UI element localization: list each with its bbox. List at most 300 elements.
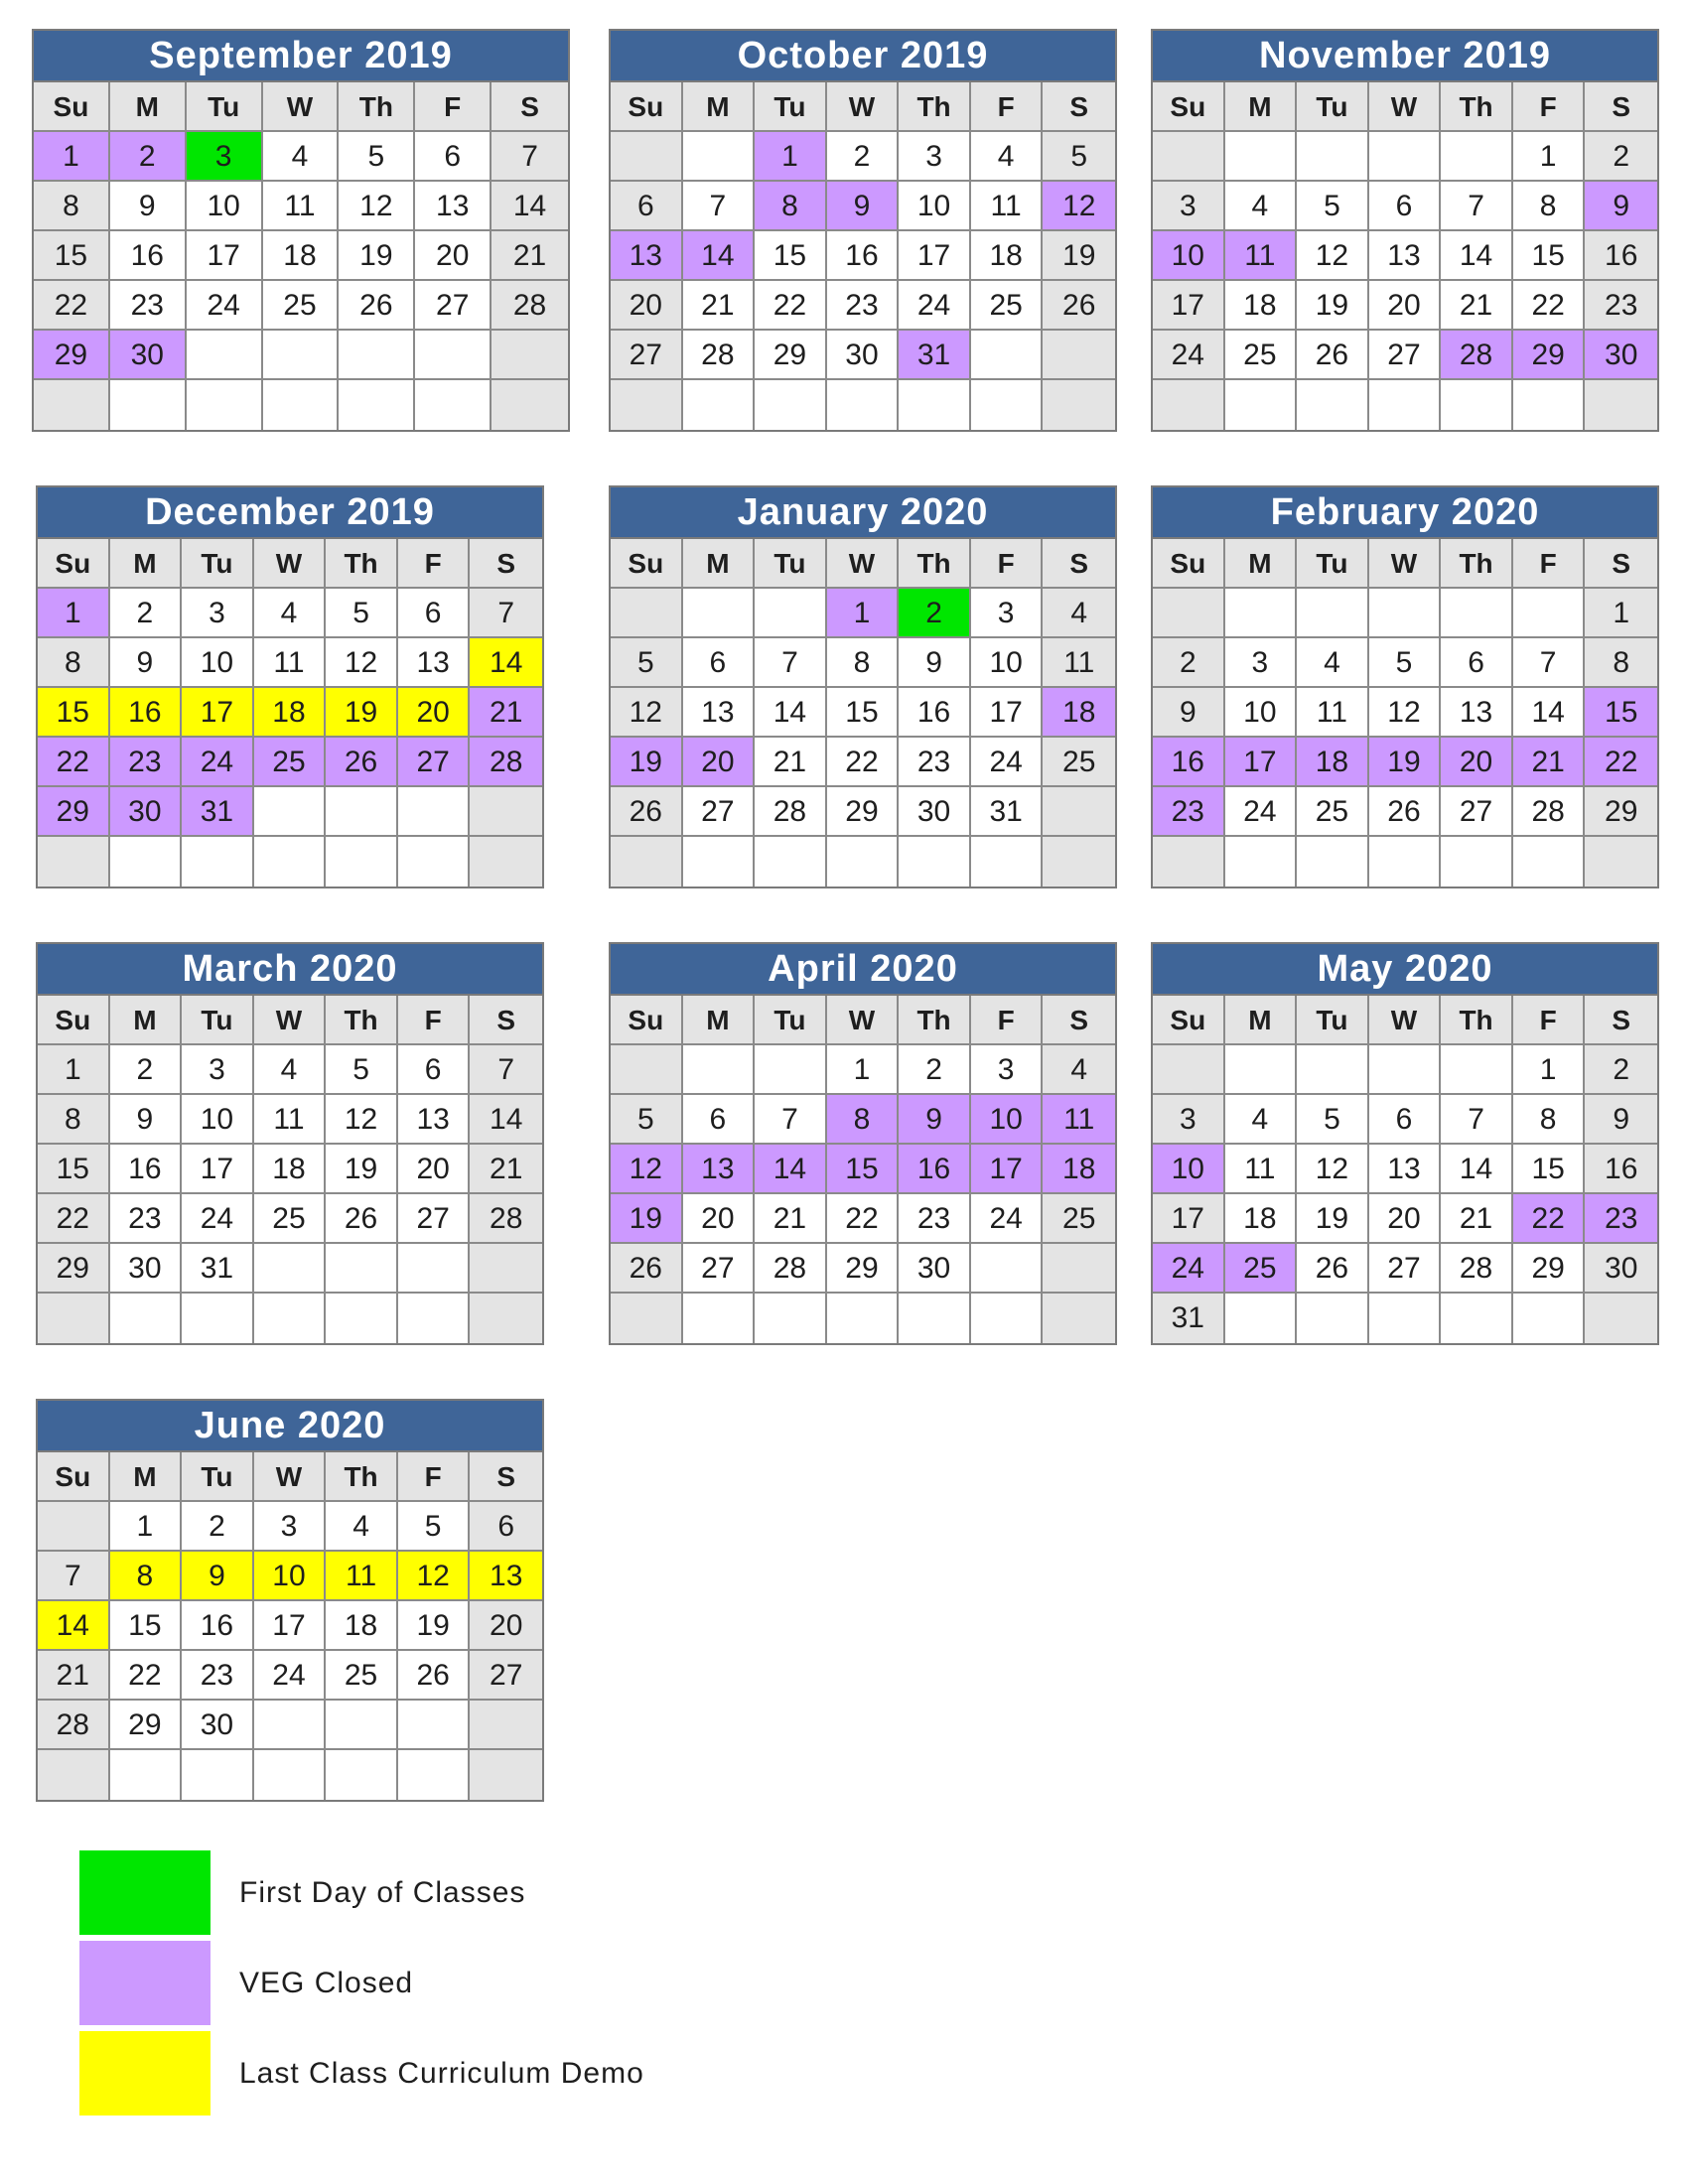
day-cell: 29 [1585, 787, 1657, 837]
month-grid [611, 996, 1115, 1343]
day-cell: 15 [110, 1601, 183, 1651]
month-grid [1153, 996, 1657, 1343]
weekday-header: Th [899, 82, 971, 132]
day-cell: 17 [1225, 738, 1298, 787]
month-title: December 2019 [38, 487, 542, 539]
day-cell: 10 [1153, 231, 1225, 281]
month-grid [611, 82, 1115, 430]
empty-day-cell [683, 1045, 756, 1095]
empty-day-cell [1441, 132, 1513, 182]
weekday-header: S [470, 996, 542, 1045]
day-cell: 21 [1513, 738, 1586, 787]
day-cell: 13 [1369, 231, 1442, 281]
day-cell: 1 [1513, 132, 1586, 182]
day-cell: 1 [38, 1045, 110, 1095]
day-cell: 27 [1441, 787, 1513, 837]
day-cell: 4 [1043, 589, 1115, 638]
day-cell: 4 [1297, 638, 1369, 688]
day-cell: 11 [263, 182, 340, 231]
empty-day-cell [254, 1294, 327, 1343]
day-cell: 4 [1225, 182, 1298, 231]
day-cell: 23 [182, 1651, 254, 1701]
empty-day-cell [971, 1294, 1044, 1343]
day-cell: 24 [182, 738, 254, 787]
empty-day-cell [1441, 1045, 1513, 1095]
day-cell: 13 [1441, 688, 1513, 738]
empty-day-cell [899, 380, 971, 430]
day-cell: 8 [755, 182, 827, 231]
day-cell: 23 [110, 738, 183, 787]
weekday-header: W [263, 82, 340, 132]
day-cell: 22 [755, 281, 827, 331]
day-cell: 21 [492, 231, 568, 281]
day-cell: 6 [683, 1095, 756, 1145]
day-cell: 17 [187, 231, 263, 281]
weekday-header: Su [38, 1452, 110, 1502]
day-cell: 1 [110, 1502, 183, 1552]
day-cell: 17 [971, 688, 1044, 738]
empty-day-cell [38, 1502, 110, 1552]
day-cell: 18 [254, 1145, 327, 1194]
month-title: January 2020 [611, 487, 1115, 539]
day-cell: 3 [1153, 182, 1225, 231]
day-cell: 16 [1153, 738, 1225, 787]
empty-day-cell [1441, 1294, 1513, 1343]
empty-day-cell [398, 837, 471, 887]
day-cell: 25 [1043, 738, 1115, 787]
day-cell: 15 [1513, 231, 1586, 281]
day-cell: 20 [1369, 1194, 1442, 1244]
day-cell: 18 [1043, 1145, 1115, 1194]
day-cell: 1 [34, 132, 110, 182]
day-cell: 20 [415, 231, 492, 281]
day-cell: 23 [110, 281, 187, 331]
weekday-header: Th [326, 996, 398, 1045]
day-cell: 22 [1513, 1194, 1586, 1244]
day-cell: 30 [1585, 1244, 1657, 1294]
day-cell: 19 [326, 688, 398, 738]
day-cell: 29 [1513, 331, 1586, 380]
weekday-header: Th [326, 1452, 398, 1502]
weekday-header: Su [1153, 996, 1225, 1045]
day-cell: 14 [683, 231, 756, 281]
weekday-header: Su [38, 996, 110, 1045]
day-cell: 23 [1153, 787, 1225, 837]
day-cell: 18 [254, 688, 327, 738]
day-cell: 5 [1043, 132, 1115, 182]
day-cell: 2 [827, 132, 900, 182]
weekday-header: Th [339, 82, 415, 132]
day-cell: 26 [326, 738, 398, 787]
day-cell: 19 [1369, 738, 1442, 787]
month-title: June 2020 [38, 1401, 542, 1452]
empty-day-cell [38, 1294, 110, 1343]
day-cell: 24 [1153, 331, 1225, 380]
day-cell: 1 [38, 589, 110, 638]
legend-swatch-closed [79, 1941, 211, 2025]
empty-day-cell [1369, 589, 1442, 638]
day-cell: 22 [38, 738, 110, 787]
day-cell: 2 [110, 1045, 183, 1095]
empty-day-cell [470, 1750, 542, 1800]
legend-swatch-demo [79, 2031, 211, 2116]
day-cell: 28 [492, 281, 568, 331]
day-cell: 3 [254, 1502, 327, 1552]
empty-day-cell [398, 1294, 471, 1343]
empty-day-cell [755, 380, 827, 430]
day-cell: 12 [1369, 688, 1442, 738]
empty-day-cell [827, 380, 900, 430]
day-cell: 2 [110, 132, 187, 182]
weekday-header: S [1043, 539, 1115, 589]
empty-day-cell [1225, 380, 1298, 430]
empty-day-cell [38, 1750, 110, 1800]
day-cell: 5 [1369, 638, 1442, 688]
empty-day-cell [683, 837, 756, 887]
day-cell: 3 [971, 1045, 1044, 1095]
empty-day-cell [1153, 837, 1225, 887]
day-cell: 19 [611, 738, 683, 787]
empty-day-cell [1153, 589, 1225, 638]
day-cell: 30 [827, 331, 900, 380]
day-cell: 20 [1369, 281, 1442, 331]
day-cell: 23 [827, 281, 900, 331]
day-cell: 9 [110, 182, 187, 231]
day-cell: 17 [254, 1601, 327, 1651]
month-title: March 2020 [38, 944, 542, 996]
month-calendar [609, 29, 1117, 432]
day-cell: 2 [1585, 132, 1657, 182]
empty-day-cell [1043, 1294, 1115, 1343]
weekday-header: S [470, 1452, 542, 1502]
day-cell: 13 [683, 1145, 756, 1194]
day-cell: 30 [182, 1701, 254, 1750]
empty-day-cell [110, 380, 187, 430]
day-cell: 28 [1513, 787, 1586, 837]
day-cell: 9 [182, 1552, 254, 1601]
empty-day-cell [1043, 380, 1115, 430]
day-cell: 17 [899, 231, 971, 281]
empty-day-cell [492, 331, 568, 380]
empty-day-cell [182, 837, 254, 887]
day-cell: 1 [1513, 1045, 1586, 1095]
day-cell: 10 [182, 638, 254, 688]
day-cell: 14 [1513, 688, 1586, 738]
day-cell: 28 [755, 1244, 827, 1294]
day-cell: 18 [326, 1601, 398, 1651]
weekday-header: Tu [755, 82, 827, 132]
weekday-header: S [1043, 82, 1115, 132]
day-cell: 12 [398, 1552, 471, 1601]
day-cell: 9 [899, 1095, 971, 1145]
day-cell: 4 [254, 589, 327, 638]
day-cell: 21 [470, 688, 542, 738]
empty-day-cell [398, 787, 471, 837]
day-cell: 9 [110, 638, 183, 688]
day-cell: 19 [339, 231, 415, 281]
weekday-header: Su [1153, 82, 1225, 132]
day-cell: 23 [899, 738, 971, 787]
day-cell: 19 [1297, 1194, 1369, 1244]
day-cell: 16 [827, 231, 900, 281]
day-cell: 29 [827, 787, 900, 837]
day-cell: 5 [1297, 182, 1369, 231]
month-calendar [36, 485, 544, 888]
weekday-header: M [683, 996, 756, 1045]
day-cell: 27 [470, 1651, 542, 1701]
month-calendar [36, 942, 544, 1345]
day-cell: 4 [263, 132, 340, 182]
day-cell: 13 [611, 231, 683, 281]
day-cell: 6 [398, 589, 471, 638]
day-cell: 22 [827, 1194, 900, 1244]
empty-day-cell [326, 1244, 398, 1294]
day-cell: 5 [339, 132, 415, 182]
day-cell: 28 [755, 787, 827, 837]
empty-day-cell [1369, 380, 1442, 430]
weekday-header: F [1513, 996, 1586, 1045]
day-cell: 16 [1585, 1145, 1657, 1194]
day-cell: 2 [1585, 1045, 1657, 1095]
day-cell: 22 [1513, 281, 1586, 331]
weekday-header: Th [899, 539, 971, 589]
day-cell: 15 [38, 1145, 110, 1194]
empty-day-cell [683, 1294, 756, 1343]
empty-day-cell [326, 1294, 398, 1343]
day-cell: 7 [470, 1045, 542, 1095]
empty-day-cell [398, 1701, 471, 1750]
empty-day-cell [470, 787, 542, 837]
month-title: May 2020 [1153, 944, 1657, 996]
day-cell: 13 [683, 688, 756, 738]
day-cell: 6 [683, 638, 756, 688]
day-cell: 11 [1043, 1095, 1115, 1145]
day-cell: 2 [110, 589, 183, 638]
day-cell: 5 [398, 1502, 471, 1552]
weekday-header: W [1369, 539, 1442, 589]
empty-day-cell [1441, 837, 1513, 887]
day-cell: 10 [971, 638, 1044, 688]
empty-day-cell [1369, 837, 1442, 887]
day-cell: 15 [38, 688, 110, 738]
day-cell: 7 [1441, 1095, 1513, 1145]
day-cell: 14 [470, 1095, 542, 1145]
month-title: October 2019 [611, 31, 1115, 82]
day-cell: 1 [827, 1045, 900, 1095]
day-cell: 12 [611, 688, 683, 738]
month-title: February 2020 [1153, 487, 1657, 539]
empty-day-cell [339, 331, 415, 380]
day-cell: 26 [1297, 1244, 1369, 1294]
day-cell: 12 [339, 182, 415, 231]
month-grid [611, 539, 1115, 887]
empty-day-cell [1585, 1294, 1657, 1343]
weekday-header: W [1369, 82, 1442, 132]
day-cell: 28 [1441, 331, 1513, 380]
empty-day-cell [38, 837, 110, 887]
empty-day-cell [1297, 1045, 1369, 1095]
day-cell: 31 [182, 787, 254, 837]
empty-day-cell [1585, 837, 1657, 887]
month-grid [38, 996, 542, 1343]
empty-day-cell [254, 1701, 327, 1750]
day-cell: 17 [971, 1145, 1044, 1194]
day-cell: 24 [1153, 1244, 1225, 1294]
day-cell: 19 [1297, 281, 1369, 331]
day-cell: 21 [1441, 281, 1513, 331]
day-cell: 14 [1441, 231, 1513, 281]
day-cell: 16 [182, 1601, 254, 1651]
day-cell: 25 [1043, 1194, 1115, 1244]
empty-day-cell [899, 1294, 971, 1343]
empty-day-cell [827, 837, 900, 887]
day-cell: 10 [187, 182, 263, 231]
month-title: November 2019 [1153, 31, 1657, 82]
legend-label-first-day: First Day of Classes [239, 1876, 526, 1909]
day-cell: 9 [1585, 1095, 1657, 1145]
day-cell: 26 [1043, 281, 1115, 331]
month-grid [38, 1452, 542, 1800]
weekday-header: W [254, 539, 327, 589]
weekday-header: W [827, 996, 900, 1045]
weekday-header: M [683, 539, 756, 589]
day-cell: 8 [827, 1095, 900, 1145]
day-cell: 13 [470, 1552, 542, 1601]
day-cell: 6 [415, 132, 492, 182]
day-cell: 26 [398, 1651, 471, 1701]
day-cell: 9 [827, 182, 900, 231]
month-grid [1153, 82, 1657, 430]
weekday-header: S [1585, 996, 1657, 1045]
day-cell: 27 [683, 787, 756, 837]
day-cell: 16 [110, 231, 187, 281]
day-cell: 27 [1369, 1244, 1442, 1294]
day-cell: 23 [1585, 1194, 1657, 1244]
day-cell: 15 [827, 1145, 900, 1194]
empty-day-cell [263, 380, 340, 430]
day-cell: 21 [38, 1651, 110, 1701]
day-cell: 14 [1441, 1145, 1513, 1194]
day-cell: 7 [1513, 638, 1586, 688]
day-cell: 30 [1585, 331, 1657, 380]
day-cell: 20 [398, 1145, 471, 1194]
empty-day-cell [263, 331, 340, 380]
day-cell: 29 [1513, 1244, 1586, 1294]
empty-day-cell [1513, 837, 1586, 887]
day-cell: 12 [1043, 182, 1115, 231]
day-cell: 7 [492, 132, 568, 182]
day-cell: 18 [1225, 281, 1298, 331]
weekday-header: W [827, 539, 900, 589]
month-calendar [1151, 485, 1659, 888]
weekday-header: Su [611, 82, 683, 132]
legend-swatch-first-day [79, 1850, 211, 1935]
empty-day-cell [1153, 132, 1225, 182]
day-cell: 27 [611, 331, 683, 380]
day-cell: 11 [1225, 1145, 1298, 1194]
day-cell: 11 [254, 638, 327, 688]
empty-day-cell [326, 787, 398, 837]
empty-day-cell [971, 331, 1044, 380]
weekday-header: M [110, 1452, 183, 1502]
day-cell: 30 [110, 331, 187, 380]
empty-day-cell [1225, 1294, 1298, 1343]
day-cell: 30 [899, 787, 971, 837]
day-cell: 16 [110, 688, 183, 738]
weekday-header: F [1513, 539, 1586, 589]
day-cell: 29 [34, 331, 110, 380]
weekday-header: Th [326, 539, 398, 589]
day-cell: 26 [1297, 331, 1369, 380]
empty-day-cell [1369, 1294, 1442, 1343]
day-cell: 3 [187, 132, 263, 182]
day-cell: 22 [34, 281, 110, 331]
day-cell: 2 [899, 589, 971, 638]
empty-day-cell [755, 837, 827, 887]
empty-day-cell [339, 380, 415, 430]
day-cell: 9 [899, 638, 971, 688]
weekday-header: F [971, 996, 1044, 1045]
day-cell: 26 [1369, 787, 1442, 837]
weekday-header: Tu [755, 539, 827, 589]
day-cell: 29 [38, 787, 110, 837]
day-cell: 8 [38, 1095, 110, 1145]
day-cell: 8 [827, 638, 900, 688]
day-cell: 8 [38, 638, 110, 688]
empty-day-cell [1153, 380, 1225, 430]
empty-day-cell [110, 1750, 183, 1800]
weekday-header: W [254, 1452, 327, 1502]
empty-day-cell [683, 380, 756, 430]
day-cell: 17 [1153, 281, 1225, 331]
day-cell: 6 [1369, 182, 1442, 231]
day-cell: 4 [326, 1502, 398, 1552]
day-cell: 30 [110, 1244, 183, 1294]
weekday-header: M [1225, 996, 1298, 1045]
weekday-header: W [827, 82, 900, 132]
weekday-header: Tu [182, 539, 254, 589]
weekday-header: Tu [1297, 82, 1369, 132]
day-cell: 19 [611, 1194, 683, 1244]
weekday-header: Su [611, 539, 683, 589]
day-cell: 3 [1153, 1095, 1225, 1145]
day-cell: 20 [611, 281, 683, 331]
day-cell: 15 [827, 688, 900, 738]
weekday-header: W [1369, 996, 1442, 1045]
weekday-header: Tu [1297, 539, 1369, 589]
day-cell: 18 [263, 231, 340, 281]
legend-label-demo: Last Class Curriculum Demo [239, 2057, 644, 2090]
day-cell: 24 [971, 1194, 1044, 1244]
day-cell: 24 [899, 281, 971, 331]
day-cell: 27 [398, 1194, 471, 1244]
weekday-header: F [971, 82, 1044, 132]
weekday-header: F [971, 539, 1044, 589]
weekday-header: M [683, 82, 756, 132]
day-cell: 14 [492, 182, 568, 231]
day-cell: 4 [254, 1045, 327, 1095]
day-cell: 22 [110, 1651, 183, 1701]
day-cell: 20 [398, 688, 471, 738]
day-cell: 4 [1225, 1095, 1298, 1145]
legend-label-closed: VEG Closed [239, 1967, 414, 1999]
day-cell: 25 [971, 281, 1044, 331]
empty-day-cell [398, 1244, 471, 1294]
empty-day-cell [415, 331, 492, 380]
day-cell: 7 [38, 1552, 110, 1601]
empty-day-cell [1585, 380, 1657, 430]
day-cell: 31 [971, 787, 1044, 837]
